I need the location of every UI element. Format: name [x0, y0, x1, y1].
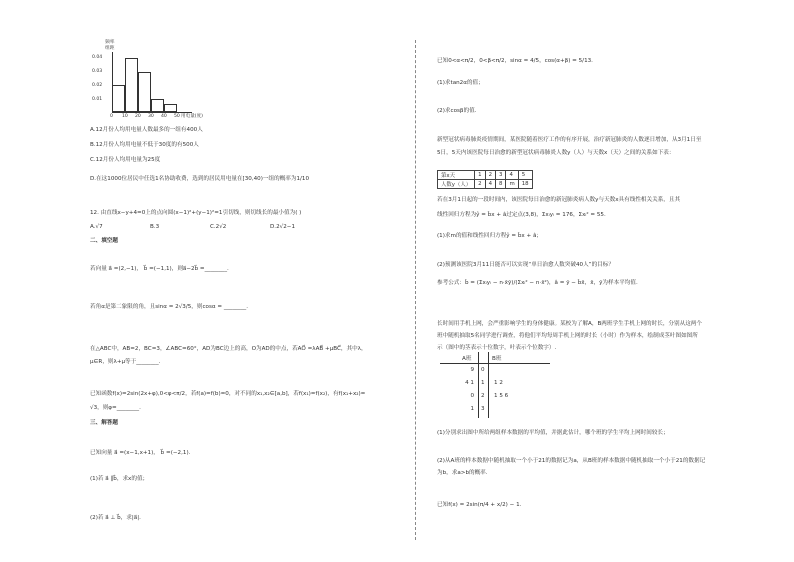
- table-cell: 2: [485, 171, 495, 180]
- histogram-x-axis: [112, 112, 192, 113]
- covid-question-line4: 线性回归方程为ŷ = b̂x + â过定点(3,8)，Σxᵢyᵢ = 176，Σxᵢ² = 55.: [437, 212, 606, 218]
- stem-leaf-header-b: B班: [492, 356, 502, 362]
- stem-leaf-left-line: [478, 352, 479, 418]
- answer-question-1-part2: (2)若 a⃗ ⊥ b⃗，求|a⃗|.: [90, 515, 141, 521]
- y-tick-label: 0.02: [92, 83, 103, 88]
- phone-question-part2-line2: 为b，求a>b的概率.: [437, 470, 488, 476]
- table-cell: 4: [485, 180, 495, 189]
- trig-question-part2: (2)求cosβ的值.: [437, 108, 477, 114]
- option-d: D.在这1000位居民中任选1名协助收费，选到的居民用电量在[30,40)一组的概率为1/10: [90, 176, 310, 182]
- table-cell: 4: [506, 171, 518, 180]
- x-axis-unit: 用电量(度): [181, 114, 203, 119]
- table-cell: 人数y（人）: [438, 180, 475, 189]
- option-a: A.12月份人均用电量人数最多的一组有400人: [90, 127, 203, 133]
- covid-question-line3: 若在3月1日起的一段时间内，该医院每日治愈的新冠肺炎病人数y与天数x具有线性相关关系，且其: [437, 197, 681, 203]
- stem-leaf-a-leaves: 0: [470, 393, 474, 399]
- stem-leaf-plot: [440, 352, 560, 418]
- option-c: C.12月份人均用电量为25度: [90, 157, 161, 163]
- reference-formula: 参考公式：b̂ = (Σxᵢyᵢ − n·x̄ȳ)/(Σxᵢ² − n·x̄²)，â = ȳ − b̂x̄，x̄，ȳ为样本平均值.: [437, 280, 638, 286]
- section-answers: 三、解答题: [90, 420, 118, 426]
- section-fill-in: 二、填空题: [90, 238, 118, 244]
- stem-leaf-a-leaves: 4 1: [465, 380, 474, 386]
- x-tick-label: 0: [110, 114, 113, 119]
- table-cell: 第x天: [438, 171, 475, 180]
- table-row: [438, 171, 533, 180]
- stem-leaf-header-a: A班: [462, 356, 472, 362]
- phone-question-line3: 示（图中的茎表示十位数字，叶表示个位数字）.: [437, 345, 557, 351]
- function-question: 已知f(x) = 2sin(π/4 + x/2) − 1.: [437, 502, 522, 508]
- y-tick-label: 0.04: [92, 55, 103, 60]
- stem-leaf-header-line: [440, 363, 550, 364]
- table-cell: 5: [518, 171, 532, 180]
- histogram-bar: [112, 85, 125, 112]
- option-b: B.12月份人均用电量不低于30度的有500人: [90, 142, 199, 148]
- histogram-ylabel-bottom: 组距: [105, 46, 115, 51]
- q12-option-b: B.3: [150, 224, 160, 230]
- fill-question-4-line2: √3，则φ=________.: [90, 405, 141, 411]
- histogram-bar: [164, 104, 177, 112]
- fill-question-3-line2: μ∈R，则λ+μ等于________.: [90, 359, 161, 365]
- fill-question-2: 若角α是第二象限的角，且sinα = 2√3/5，则cosα = ________.: [90, 304, 248, 310]
- table-cell: m: [506, 180, 518, 189]
- table-cell: 3: [496, 171, 506, 180]
- column-divider: [415, 40, 416, 540]
- y-tick-label: 0.03: [92, 69, 103, 74]
- x-tick-label: 10: [122, 114, 128, 119]
- phone-question-part2-line1: (2)从A班的样本数据中随机抽取一个小于21的数据记为a，从B班的样本数据中随机抽取一个小于21的数据记: [437, 458, 706, 464]
- x-tick-label: 30: [148, 114, 154, 119]
- stem-leaf-a-leaves: 9: [470, 367, 474, 373]
- question-12: 12. 由直线x−y+4=0上的点向圆(x−1)²+(y−1)²=1引切线，则切线长的最小值为( ): [90, 210, 302, 216]
- stem-leaf-stem: 2: [481, 393, 485, 399]
- table-row: [438, 180, 533, 189]
- fill-question-3-line1: 在△ABC中，AB=2，BC=3，∠ABC=60°，AD为BC边上的高，O为AD的中点，若AO⃗ =λAB⃗ +μBC⃗，其中λ，: [90, 346, 367, 352]
- q12-option-a: A.√7: [90, 224, 103, 230]
- stem-leaf-right-line: [488, 352, 489, 418]
- covid-question-part2: (2)预测该医院3月11日能否可以实现“单日治愈人数突破40人”的目标？: [437, 262, 614, 268]
- stem-leaf-stem: 0: [481, 367, 485, 373]
- trig-question: 已知0<α<π/2，0<β<π/2，sinα = 4/5，cos(α+β) = 5/13.: [437, 58, 593, 64]
- covid-question-line2: 5日，5天内该医院每日治愈的新型冠状病毒肺炎人数y（人）与天数x（天）之间的关系如下表：: [437, 150, 675, 156]
- cases-table: [437, 170, 533, 189]
- x-tick-label: 50: [174, 114, 180, 119]
- table-cell: 18: [518, 180, 532, 189]
- y-tick-label: 0.01: [92, 97, 103, 102]
- phone-question-line2: 班中随机抽取5名同学进行调查，将他们平均每周手机上网的时长（小时）作为样本，绘制成茎叶图如图所: [437, 333, 698, 339]
- trig-question-part1: (1)求tan2α的值；: [437, 80, 484, 86]
- q12-option-c: C.2√2: [210, 224, 227, 230]
- fill-question-1: 若向量 a⃗ =(2,−1)， b⃗ =(−1,1)，则a⃗−2b⃗ =________.: [90, 266, 229, 272]
- stem-leaf-stem: 3: [481, 406, 485, 412]
- covid-question-part1: (1)求m的值和线性回归方程ŷ = b̂x + â；: [437, 233, 542, 239]
- histogram-bar: [138, 72, 151, 112]
- stem-leaf-stem: 1: [481, 380, 485, 386]
- covid-question-line1: 新型冠状病毒肺炎疫情期间，某医院随着医疗工作的有序开展，治疗新冠肺炎的人数逐日增加，从3月1日至: [437, 137, 702, 143]
- stem-leaf-b-leaves: 1 5 6: [494, 393, 509, 399]
- histogram-chart: [90, 40, 210, 125]
- table-cell: 2: [475, 180, 485, 189]
- x-tick-label: 40: [161, 114, 167, 119]
- stem-leaf-b-leaves: 1 2: [494, 380, 503, 386]
- histogram-bar: [125, 58, 138, 112]
- q12-option-d: D.2√2−1: [270, 224, 296, 230]
- phone-question-line1: 长时间用手机上网，会严重影响学生的身体健康。某校为了解A，B两班学生手机上网的时长，分别从这两个: [437, 321, 702, 327]
- stem-leaf-a-leaves: 1: [470, 406, 474, 412]
- x-tick-label: 20: [135, 114, 141, 119]
- table-cell: 8: [496, 180, 506, 189]
- histogram-bar: [151, 99, 164, 112]
- phone-question-part1: (1)分别求出图中所给两组样本数据的平均值，并据此估计，哪个班的学生平均上网时间较长；: [437, 430, 669, 436]
- answer-question-1-part1: (1)若 a⃗ ∥b⃗，求x的值；: [90, 476, 149, 482]
- histogram-ylabel-top: 频率: [105, 40, 115, 45]
- fill-question-4-line1: 已知函数f(x)=2sin(2x+φ),0<φ<π/2，若f(a)=f(b)=0，对不同的x₁,x₂∈[a,b]，若f(x₁)=f(x₂)，有f(x₁+x₂)=: [90, 391, 366, 397]
- table-cell: 1: [475, 171, 485, 180]
- answer-question-1: 已知向量 a⃗ =(x−1,x+1)， b⃗ =(−2,1).: [90, 450, 191, 456]
